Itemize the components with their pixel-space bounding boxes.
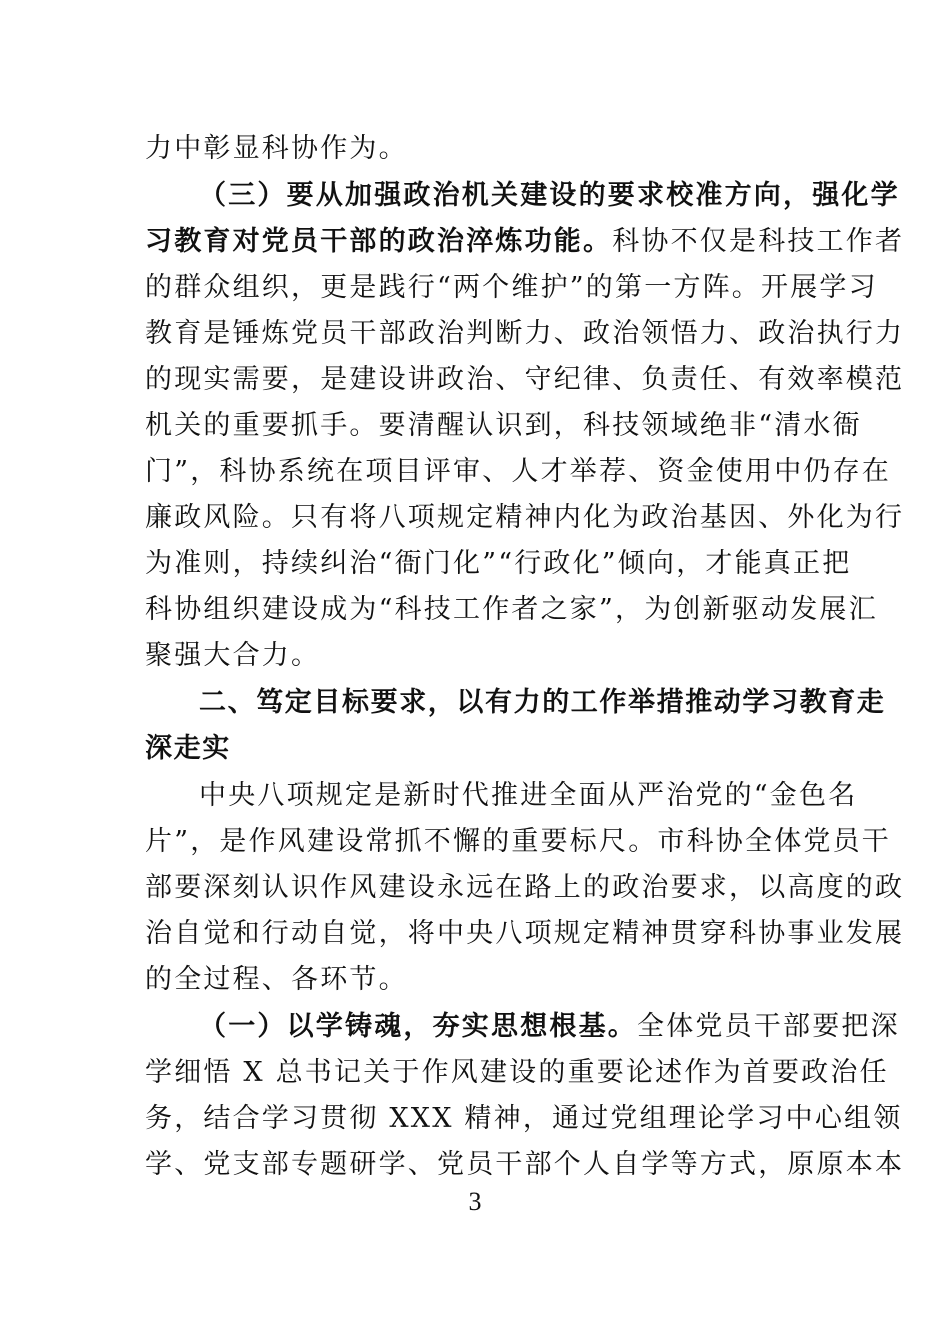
text-line: 治自觉和行动自觉，将中央八项规定精神贯穿科协事业发展 bbox=[145, 918, 905, 949]
text-line: 门”，科协系统在项目评审、人才举荐、资金使用中仍存在 bbox=[145, 456, 892, 487]
section-1-heading: （一）以学铸魂，夯实思想根基。 bbox=[199, 1011, 637, 1042]
section-3-heading-part2: 习教育对党员干部的政治淬炼功能。 bbox=[145, 226, 613, 257]
text-line: 的群众组织，更是践行“两个维护”的第一方阵。开展学习 bbox=[145, 272, 878, 303]
text-line: 为准则，持续纠治“衙门化”“行政化”倾向，才能真正把 bbox=[145, 548, 852, 579]
text-line: 聚强大合力。 bbox=[145, 640, 321, 671]
text-line: 科协组织建设成为“科技工作者之家”，为创新驱动发展汇 bbox=[145, 594, 878, 625]
text-line: 教育是锤炼党员干部政治判断力、政治领悟力、政治执行力 bbox=[145, 318, 905, 349]
text-line: 力中彰显科协作为。 bbox=[145, 133, 408, 164]
section-3-heading-part1: （三）要从加强政治机关建设的要求校准方向，强化学 bbox=[199, 180, 900, 211]
heading-2-line2: 深走实 bbox=[145, 733, 231, 764]
text-line: 的全过程、各环节。 bbox=[145, 964, 408, 995]
text-line: 廉政风险。只有将八项规定精神内化为政治基因、外化为行 bbox=[145, 502, 905, 533]
text-line: 机关的重要抓手。要清醒认识到，科技领域绝非“清水衙 bbox=[145, 410, 862, 441]
text-line: 中央八项规定是新时代推进全面从严治党的“金色名 bbox=[199, 780, 858, 811]
page-number: 3 bbox=[468, 1187, 482, 1216]
text-line: 部要深刻认识作风建设永远在路上的政治要求，以高度的政 bbox=[145, 872, 905, 903]
text-line bbox=[145, 222, 905, 262]
heading-2-line1: 二、笃定目标要求，以有力的工作举措推动学习教育走 bbox=[199, 687, 886, 718]
text-line: 务，结合学习贯彻 XXX 精神，通过党组理论学习中心组领 bbox=[145, 1103, 903, 1134]
section-3-line2-rest: 科协不仅是科技工作者 bbox=[612, 226, 905, 257]
text-line: 的现实需要，是建设讲政治、守纪律、负责任、有效率模范 bbox=[145, 364, 905, 395]
section-1-line1-rest: 全体党员干部要把深 bbox=[637, 1011, 900, 1042]
text-line: 学细悟 X 总书记关于作风建设的重要论述作为首要政治任 bbox=[145, 1057, 889, 1088]
text-line: 学、党支部专题研学、党员干部个人自学等方式，原原本本 bbox=[145, 1149, 905, 1180]
text-line: 片”，是作风建设常抓不懈的重要标尺。市科协全体党员干 bbox=[145, 826, 892, 857]
section-3-heading bbox=[199, 176, 900, 216]
section-1-heading-line bbox=[199, 1007, 900, 1047]
